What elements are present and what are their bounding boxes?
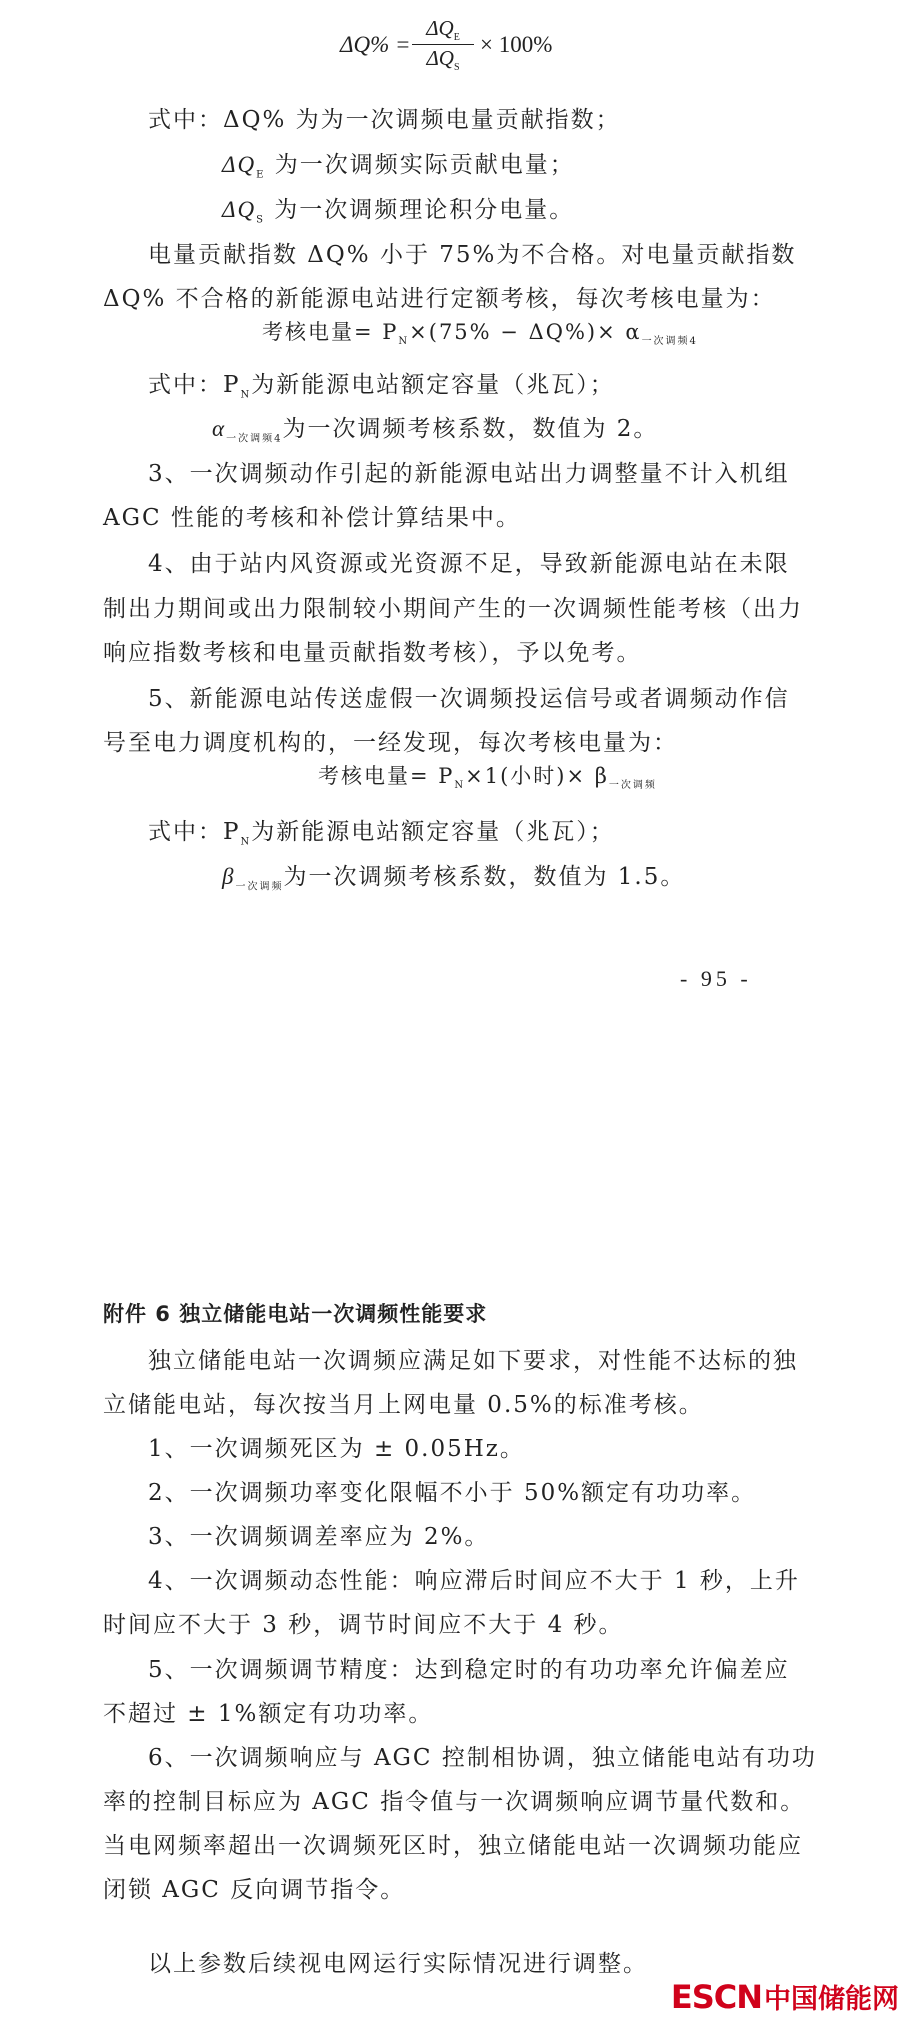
formula-fraction: $\Delta Q_E$ $\Delta Q_S$ — [412, 16, 474, 73]
defs3-line1: 式中：$P_N$为新能源电站额定容量（兆瓦）； — [148, 819, 615, 848]
requirement-5-line2: 不超过 ± 1%额定有功功率。 — [103, 1701, 434, 1727]
def-line-2: $\Delta Q_E$ 为一次调频实际贡献电量； — [222, 152, 575, 181]
logo-text-en: ESCN — [670, 1978, 762, 2016]
para1-line2: ΔQ% 不合格的新能源电站进行定额考核，每次考核电量为： — [103, 286, 776, 312]
requirement-1: 1、一次调频死区为 ± 0.05Hz。 — [148, 1436, 525, 1462]
defs3-line2: $\beta_{一次调频}$为一次调频考核系数，数值为 1.5。 — [222, 864, 686, 893]
defs2-line2: $\alpha_{一次调频4}$为一次调频考核系数，数值为 2。 — [212, 416, 659, 445]
def-line-3: $\Delta Q_S$ 为一次调频理论积分电量。 — [222, 197, 575, 226]
item4-line2: 制出力期间或出力限制较小期间产生的一次调频性能考核（出力 — [103, 596, 803, 622]
requirement-2: 2、一次调频功率变化限幅不小于 50%额定有功功率。 — [148, 1480, 757, 1506]
escn-logo — [671, 1977, 899, 2016]
item5-line2: 号至电力调度机构的，一经发现，每次考核电量为： — [103, 730, 678, 756]
requirement-6-line3: 当电网频率超出一次调频死区时，独立储能电站一次调频功能应 — [103, 1833, 803, 1859]
appendix-heading: 附件 6 独立储能电站一次调频性能要求 — [103, 1302, 488, 1326]
requirement-6-line1: 6、一次调频响应与 AGC 控制相协调，独立储能电站有功功 — [148, 1745, 817, 1771]
formula-rhs: × 100% — [480, 32, 553, 57]
requirement-6-line4: 闭锁 AGC 反向调节指令。 — [103, 1877, 406, 1903]
formula-main — [340, 16, 553, 76]
item3-line1: 3、一次调频动作引起的新能源电站出力调整量不计入机组 — [148, 461, 790, 487]
requirement-3: 3、一次调频调差率应为 2%。 — [148, 1524, 490, 1550]
item4-line3: 响应指数考核和电量贡献指数考核），予以免考。 — [103, 640, 642, 666]
requirement-4-line1: 4、一次调频动态性能：响应滞后时间应不大于 1 秒，上升 — [148, 1568, 800, 1594]
logo-text-cn: 中国储能网 — [764, 1984, 899, 2015]
intro-line1: 独立储能电站一次调频应满足如下要求，对性能不达标的独 — [148, 1348, 798, 1374]
requirement-5-line1: 5、一次调频调节精度：达到稳定时的有功功率允许偏差应 — [148, 1657, 790, 1683]
item3-line2: AGC 性能的考核和补偿计算结果中。 — [103, 505, 521, 531]
def-line-1: 式中：ΔQ% 为为一次调频电量贡献指数； — [148, 107, 621, 133]
item4-line1: 4、由于站内风资源或光资源不足，导致新能源电站在未限 — [148, 551, 790, 577]
closing-statement: 以上参数后续视电网运行实际情况进行调整。 — [148, 1951, 648, 1977]
formula-lhs: ΔQ% = — [340, 32, 411, 57]
requirement-6-line2: 率的控制目标应为 AGC 指令值与一次调频响应调节量代数和。 — [103, 1789, 806, 1815]
requirement-4-line2: 时间应不大于 3 秒，调节时间应不大于 4 秒。 — [103, 1612, 624, 1638]
page-number: - 95 - — [680, 966, 752, 991]
formula-assessment-1: 考核电量= $P_N\times(75\% - \Delta Q\%)\times \alpha_{一次调频4}$ — [262, 320, 698, 348]
formula-assessment-2: 考核电量= $P_N\times 1$(小时)× $\beta_{一次调频}$ — [318, 764, 657, 792]
defs2-line1: 式中：$P_N$为新能源电站额定容量（兆瓦）； — [148, 372, 615, 401]
para1-line1: 电量贡献指数 ΔQ% 小于 75%为不合格。对电量贡献指数 — [148, 242, 797, 268]
item5-line1: 5、新能源电站传送虚假一次调频投运信号或者调频动作信 — [148, 686, 790, 712]
intro-line2: 立储能电站，每次按当月上网电量 0.5%的标准考核。 — [103, 1392, 704, 1418]
